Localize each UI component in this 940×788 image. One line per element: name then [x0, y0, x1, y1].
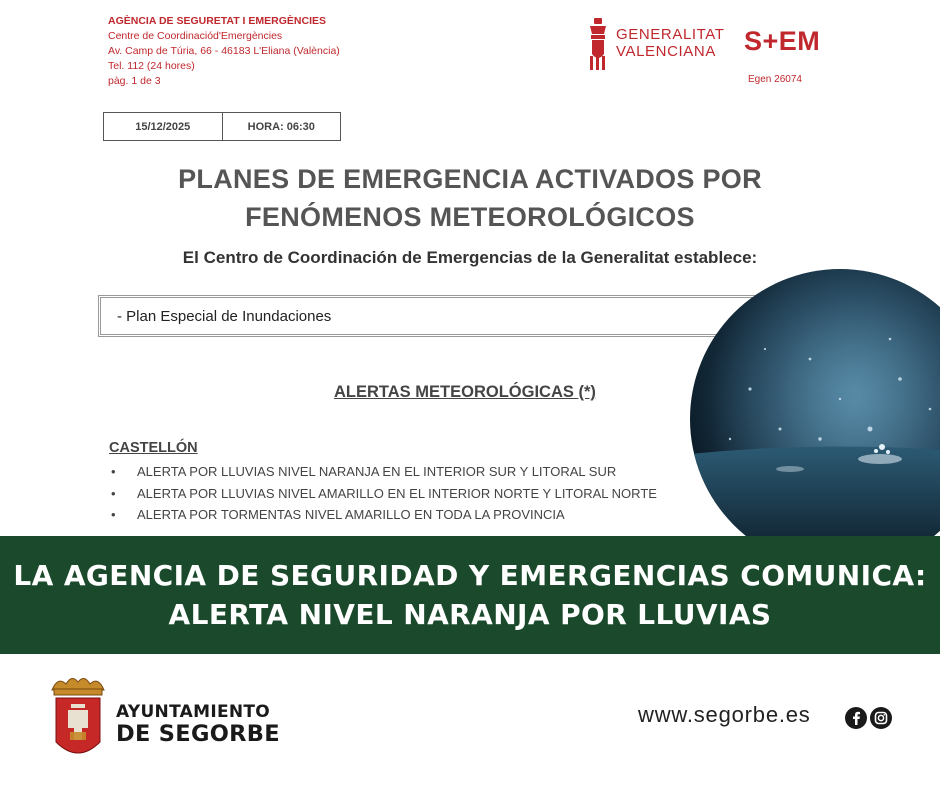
egen-code: Egen 26074: [748, 74, 802, 85]
alert-item: • ALERTA POR TORMENTAS NIVEL AMARILLO EN TODA LA PROVINCIA: [108, 504, 657, 526]
plan-title: [0, 160, 940, 236]
alert-list: [108, 461, 657, 526]
town-line2: DE SEGORBE: [116, 721, 280, 747]
plan-title-line1: PLANES DE EMERGENCIA ACTIVADOS POR: [178, 164, 762, 194]
agency-name: AGÈNCIA DE SEGURETAT I EMERGÈNCIES: [108, 15, 326, 27]
province-heading: CASTELLÓN: [109, 440, 198, 456]
town-name: [116, 702, 280, 747]
facebook-icon[interactable]: [845, 707, 867, 729]
generalitat-line2: VALENCIANA: [616, 43, 716, 60]
segorbe-crest-icon: [48, 672, 108, 764]
agency-address: Av. Camp de Túria, 66 - 46183 L'Eliana (València): [108, 45, 340, 57]
date-cell: 15/12/2025: [135, 120, 191, 133]
social-links: [845, 707, 892, 729]
banner-line1: LA AGENCIA DE SEGURIDAD Y EMERGENCIAS COMUNICA:: [13, 559, 927, 592]
instagram-icon[interactable]: [870, 707, 892, 729]
agency-info: [108, 14, 340, 89]
plan-title-line2: FENÓMENOS METEOROLÓGICOS: [245, 202, 695, 232]
time-cell: HORA: 06:30: [222, 113, 341, 140]
agency-phone: Tel. 112 (24 hores): [108, 60, 195, 72]
date-time-box: [103, 112, 341, 141]
announcement-banner: [0, 536, 940, 654]
alerts-heading: ALERTAS METEOROLÓGICAS (*): [334, 383, 596, 401]
town-line1: AYUNTAMIENTO: [116, 702, 271, 722]
generalitat-line1: GENERALITAT: [616, 26, 725, 43]
sem-logo: S+EM: [744, 26, 821, 56]
banner-line2: ALERTA NIVEL NARANJA POR LLUVIAS: [168, 598, 772, 631]
subtitle: El Centro de Coordinación de Emergencias de la Generalitat establece:: [182, 248, 758, 267]
page-info: pàg. 1 de 3: [108, 75, 161, 87]
plan-box: [98, 295, 778, 337]
generalitat-wordmark: [616, 26, 725, 60]
agency-center: Centre de Coordinaciód'Emergències: [108, 30, 283, 42]
plan-item: - Plan Especial de Inundaciones: [117, 307, 332, 325]
alert-item: • ALERTA POR LLUVIAS NIVEL NARANJA EN EL INTERIOR SUR Y LITORAL SUR: [108, 461, 657, 483]
alert-item: • ALERTA POR LLUVIAS NIVEL AMARILLO EN EL INTERIOR NORTE Y LITORAL NORTE: [108, 483, 657, 505]
website-link[interactable]: www.segorbe.es: [638, 702, 811, 727]
